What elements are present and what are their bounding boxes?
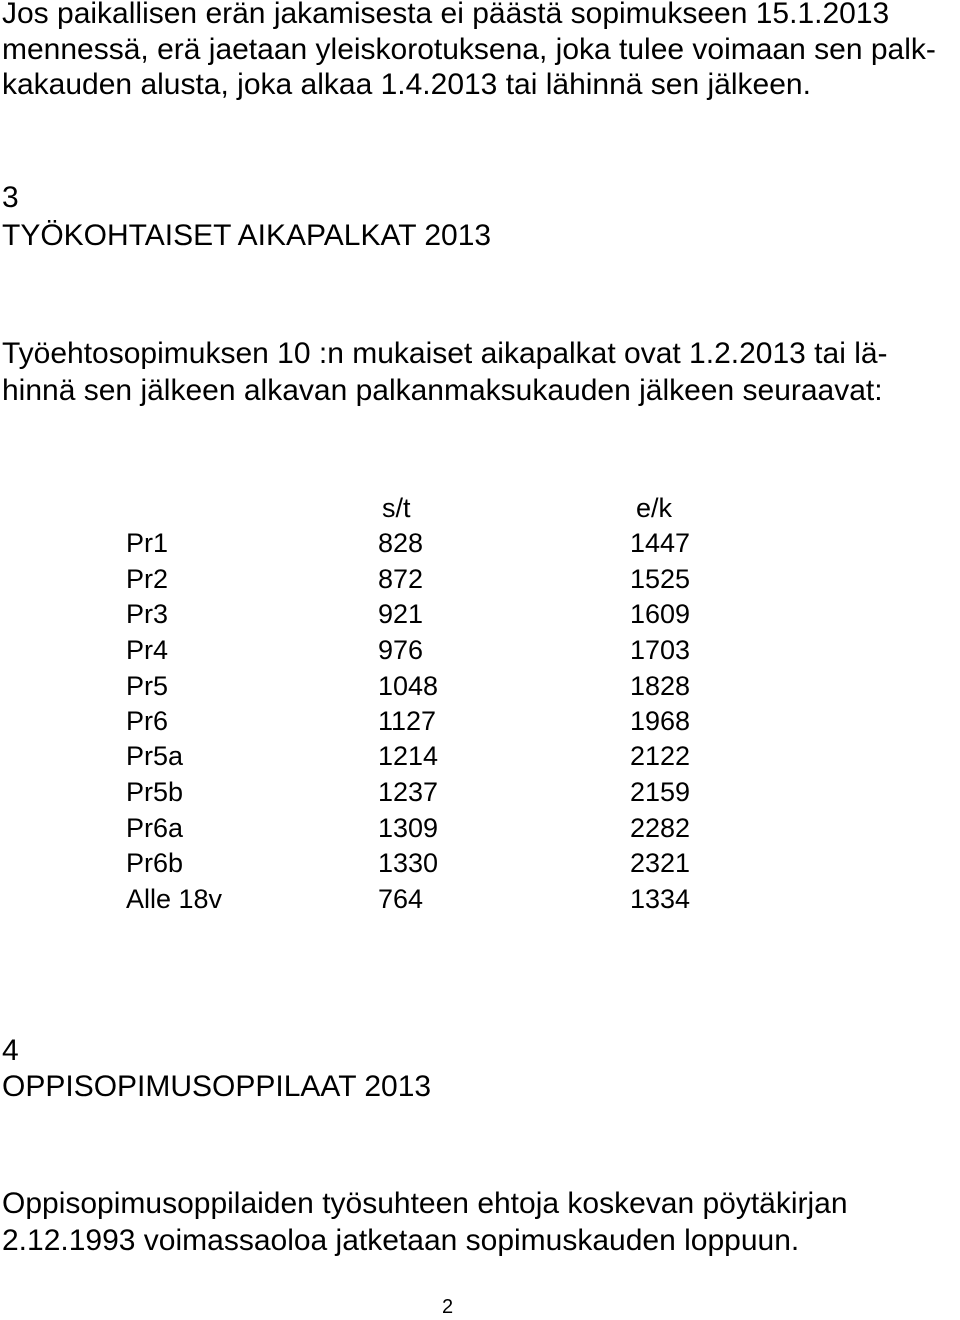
section-3-paragraph-line-1: Työehtosopimuksen 10 :n mukaiset aikapalkat ovat 1.2.2013 tai lä- — [2, 337, 888, 370]
wage-group-code: Pr1 — [126, 528, 169, 558]
wage-group-code: Pr3 — [126, 599, 169, 629]
wage-ek-value: 1703 — [630, 635, 691, 665]
wage-st-value: 1127 — [378, 706, 437, 736]
wage-ek-value: 1968 — [630, 706, 691, 736]
intro-line-1: Jos paikallisen erän jakamisesta ei päästä sopimukseen 15.1.2013 — [2, 0, 890, 30]
wage-group-code: Pr2 — [126, 564, 169, 594]
wage-group-code: Pr4 — [126, 635, 169, 665]
wage-ek-value: 2159 — [630, 777, 691, 807]
wage-st-value: 1237 — [378, 777, 439, 807]
wage-ek-value: 1828 — [630, 671, 691, 701]
wage-group-code: Pr5 — [126, 671, 169, 701]
wage-group-code: Pr6a — [126, 813, 184, 843]
wage-ek-value: 1609 — [630, 599, 691, 629]
wage-group-code: Pr6 — [126, 706, 169, 736]
wage-group-code: Pr6b — [126, 848, 184, 878]
page-number: 2 — [442, 1296, 454, 1318]
wage-group-code: Pr5b — [126, 777, 184, 807]
column-header-st: s/t — [382, 493, 411, 523]
wage-st-value: 872 — [378, 564, 424, 594]
wage-st-value: 1330 — [378, 848, 439, 878]
section-4-number: 4 — [2, 1034, 19, 1067]
wage-ek-value: 1525 — [630, 564, 691, 594]
section-3-paragraph-line-2: hinnä sen jälkeen alkavan palkanmaksukauden jälkeen seuraavat: — [2, 374, 883, 407]
wage-ek-value: 2321 — [630, 848, 691, 878]
wage-group-code: Alle 18v — [126, 884, 223, 914]
wage-group-code: Pr5a — [126, 741, 184, 771]
wage-st-value: 828 — [378, 528, 424, 558]
intro-line-3: kakauden alusta, joka alkaa 1.4.2013 tai lähinnä sen jälkeen. — [2, 68, 811, 101]
wage-ek-value: 1334 — [630, 884, 691, 914]
wage-ek-value: 2122 — [630, 741, 691, 771]
wage-ek-value: 1447 — [630, 528, 691, 558]
section-4-heading: OPPISOPIMUSOPPILAAT 2013 — [2, 1070, 432, 1103]
wage-st-value: 1309 — [378, 813, 439, 843]
wage-ek-value: 2282 — [630, 813, 691, 843]
column-header-ek: e/k — [636, 493, 673, 523]
intro-line-2: mennessä, erä jaetaan yleiskorotuksena, joka tulee voimaan sen palk- — [2, 33, 936, 66]
wage-st-value: 1048 — [378, 671, 439, 701]
wage-st-value: 921 — [378, 599, 424, 629]
section-4-paragraph-line-2: 2.12.1993 voimassaoloa jatketaan sopimuskauden loppuun. — [2, 1224, 800, 1257]
section-3-heading: TYÖKOHTAISET AIKAPALKAT 2013 — [2, 219, 492, 252]
wage-st-value: 976 — [378, 635, 424, 665]
wage-st-value: 1214 — [378, 741, 439, 771]
wage-st-value: 764 — [378, 884, 424, 914]
section-3-number: 3 — [2, 181, 19, 214]
section-4-paragraph-line-1: Oppisopimusoppilaiden työsuhteen ehtoja koskevan pöytäkirjan — [2, 1187, 848, 1220]
